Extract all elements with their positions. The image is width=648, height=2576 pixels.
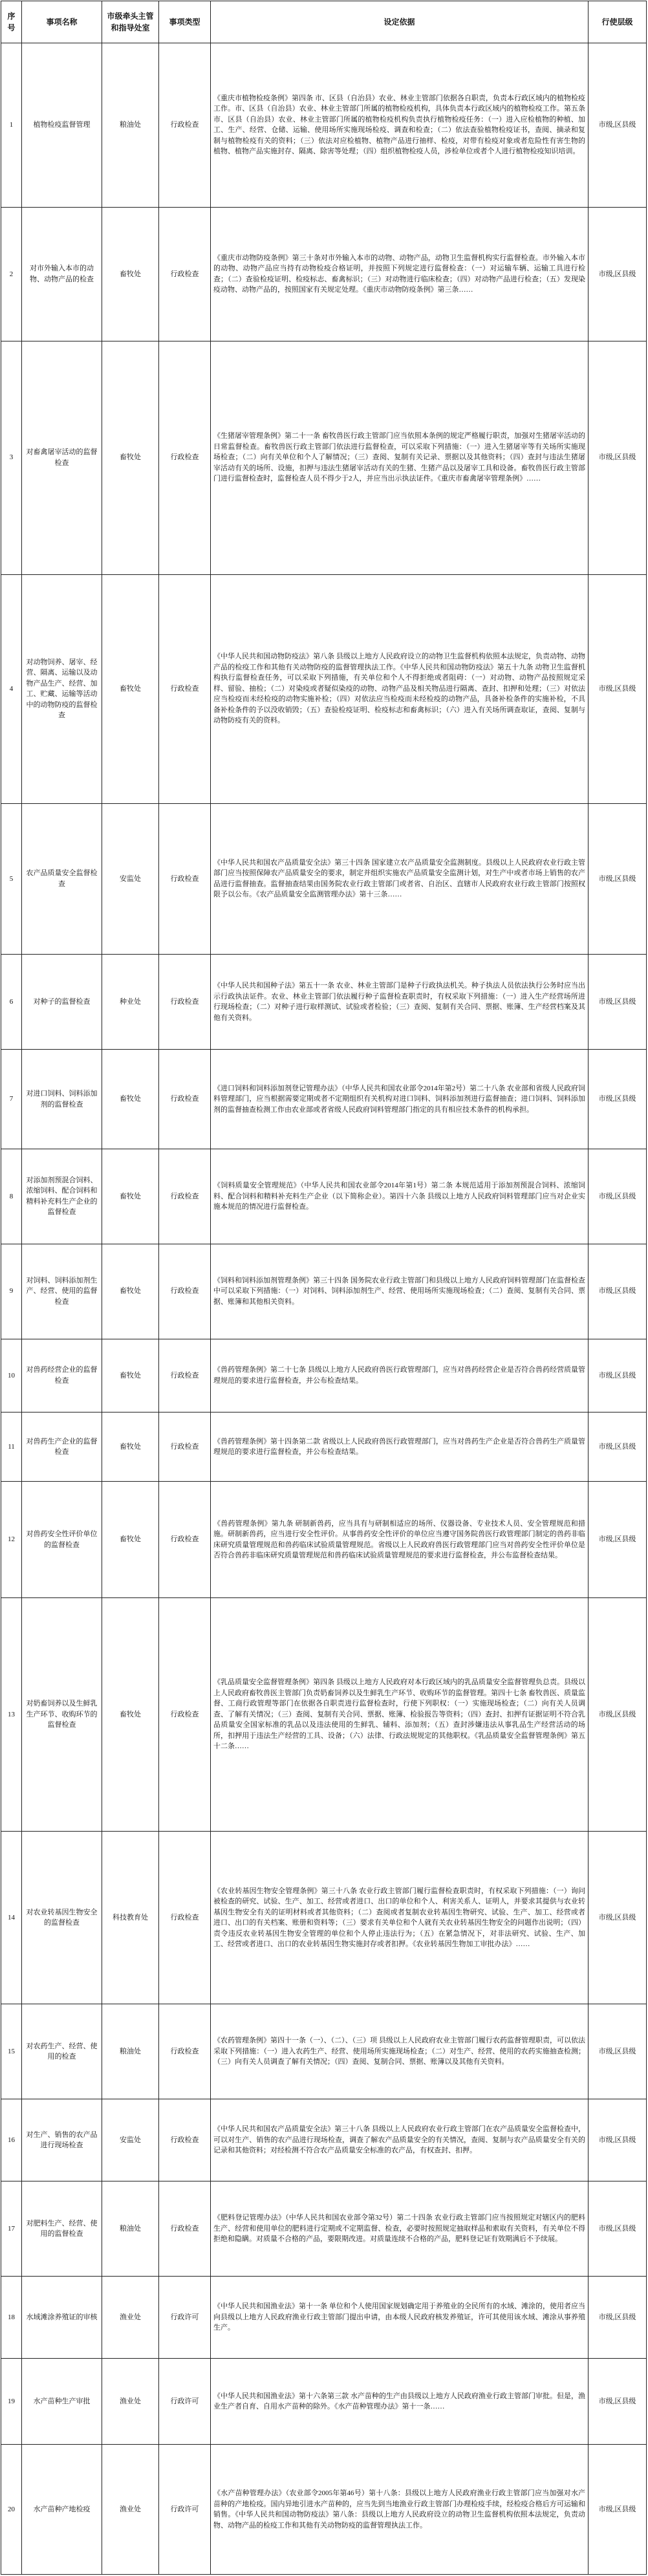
lead-department: 畜牧处 bbox=[102, 1482, 159, 1598]
item-name: 水产苗种生产审批 bbox=[22, 2358, 102, 2445]
legal-basis: 《重庆市动物防疫条例》第三十条对市外输入本市的动物、动物产品，动物卫生监督机构实行监督检查。市外输入本市的动物、动物产品应当持有动物检疫合格证明，并按照下列规定进行监督检查：（一）对运输车辆、运输工具进行检查；（二）查验检疫证明、检疫标志、畜禽标识；（三）对动物进行临床检查；（四）对动物产品进行检查；（五）发现染疫动物、动物产品的，按照国家有关规定处理。《重庆市动物防疫条例》第三条…… bbox=[211, 207, 589, 341]
exercise-level: 市级,区县级 bbox=[589, 1244, 647, 1339]
header-dept: 市级牵头主管和指导处室 bbox=[102, 1, 159, 43]
item-type: 行政检查 bbox=[159, 1244, 211, 1339]
table-row bbox=[1, 2277, 647, 2359]
table-row bbox=[1, 2004, 647, 2099]
row-number: 10 bbox=[1, 1339, 22, 1412]
table-row bbox=[1, 574, 647, 803]
lead-department: 畜牧处 bbox=[102, 1244, 159, 1339]
item-name: 对农业转基因生物安全的监督检查 bbox=[22, 1832, 102, 2004]
legal-basis: 《中华人民共和国种子法》第五十一条 农业、林业主管部门是种子行政执法机关。种子执法人员依法执行公务时应当出示行政执法证件。农业、林业主管部门依法履行种子监督检查职责时，有权采取下列措施：（一）进入生产经营场所进行现场检查；（二）对种子进行取样测试、试验或者检验；（三）查阅、复制有关合同、票据、账簿、生产经营档案及其他有关资料。 bbox=[211, 955, 589, 1050]
lead-department: 畜牧处 bbox=[102, 207, 159, 341]
exercise-level: 市级,区县级 bbox=[589, 43, 647, 208]
exercise-level: 市级,区县级 bbox=[589, 574, 647, 803]
legal-basis: 《水产苗种管理办法》（农业部令2005年第46号）第十八条：县级以上地方人民政府渔业行政主管部门应当加强对水产苗种的产地检疫。国内异地引进水产苗种的，应当先到当地渔业行政主管部门办理检疫手续，经检疫合格后方可运输和销售。《中华人民共和国动物防疫法》第八条：县级以上地方人民政府设立的动物卫生监督机构依照本法规定，负责动物、动物产品的检疫工作和其他有关动物防疫的监督管理执法工作。 bbox=[211, 2445, 589, 2575]
row-number: 3 bbox=[1, 341, 22, 574]
row-number: 6 bbox=[1, 955, 22, 1050]
row-number: 2 bbox=[1, 207, 22, 341]
exercise-level: 市级,区县级 bbox=[589, 1482, 647, 1598]
table-row bbox=[1, 1149, 647, 1244]
table-row bbox=[1, 2358, 647, 2445]
table-row bbox=[1, 2181, 647, 2277]
row-number: 8 bbox=[1, 1149, 22, 1244]
legal-basis: 《中华人民共和国渔业法》第十六条第三款 水产苗种的生产由县级以上地方人民政府渔业行政主管部门审批。但是，渔业生产者自育、自用水产苗种的除外。《水产苗种管理办法》第十一条…… bbox=[211, 2358, 589, 2445]
item-type: 行政许可 bbox=[159, 2445, 211, 2575]
item-type: 行政检查 bbox=[159, 803, 211, 955]
table-row bbox=[1, 1598, 647, 1832]
item-name: 对奶畜饲养以及生鲜乳生产环节、收购环节的监督检查 bbox=[22, 1598, 102, 1832]
row-number: 4 bbox=[1, 574, 22, 803]
lead-department: 渔业处 bbox=[102, 2358, 159, 2445]
exercise-level: 市级,区县级 bbox=[589, 207, 647, 341]
exercise-level: 市级,区县级 bbox=[589, 1598, 647, 1832]
item-name: 水产苗种产地检疫 bbox=[22, 2445, 102, 2575]
legal-basis: 《肥料登记管理办法》（中华人民共和国农业部令第32号）第二十四条 农业行政主管部门应当按照规定对辖区内的肥料生产、经营和使用单位的肥料进行定期或不定期监督、检查，必要时按照规定抽取样品和索取有关资料，有关单位不得拒绝和隐瞒。对质量不合格的产品，要限期改进。对质量连续不合格的产品，肥料登记证有效期满后不予续展。 bbox=[211, 2181, 589, 2277]
lead-department: 粮油处 bbox=[102, 43, 159, 208]
item-type: 行政检查 bbox=[159, 1050, 211, 1149]
table-row bbox=[1, 1339, 647, 1412]
item-name: 对动物饲养、屠宰、经营、隔离、运输以及动物产品生产、经营、加工、贮藏、运输等活动中的动物防疫的监督检查 bbox=[22, 574, 102, 803]
row-number: 16 bbox=[1, 2099, 22, 2181]
item-name: 对饲料、饲料添加剂生产、经营、使用的监督检查 bbox=[22, 1244, 102, 1339]
lead-department: 安监处 bbox=[102, 2099, 159, 2181]
row-number: 1 bbox=[1, 43, 22, 208]
lead-department: 科技教育处 bbox=[102, 1832, 159, 2004]
exercise-level: 市级,区县级 bbox=[589, 1412, 647, 1482]
row-number: 15 bbox=[1, 2004, 22, 2099]
exercise-level: 市级,区县级 bbox=[589, 1149, 647, 1244]
item-name: 对兽药经营企业的监督检查 bbox=[22, 1339, 102, 1412]
legal-basis: 《中华人民共和国渔业法》第十一条 单位和个人使用国家规划确定用于养殖业的全民所有的水域、滩涂的，使用者应当向县级以上地方人民政府渔业行政主管部门提出申请，由本级人民政府核发养殖证，许可其使用该水域、滩涂从事养殖生产。 bbox=[211, 2277, 589, 2359]
item-name: 对种子的监督检查 bbox=[22, 955, 102, 1050]
item-name: 水域滩涂养殖证的审核 bbox=[22, 2277, 102, 2359]
table-row bbox=[1, 1482, 647, 1598]
exercise-level: 市级,区县级 bbox=[589, 2277, 647, 2359]
item-type: 行政检查 bbox=[159, 1482, 211, 1598]
exercise-level: 市级,区县级 bbox=[589, 2099, 647, 2181]
lead-department: 畜牧处 bbox=[102, 1149, 159, 1244]
item-type: 行政检查 bbox=[159, 574, 211, 803]
item-type: 行政检查 bbox=[159, 43, 211, 208]
row-number: 11 bbox=[1, 1412, 22, 1482]
table-row bbox=[1, 803, 647, 955]
lead-department: 种业处 bbox=[102, 955, 159, 1050]
item-type: 行政检查 bbox=[159, 2099, 211, 2181]
row-number: 19 bbox=[1, 2358, 22, 2445]
legal-basis: 《农药管理条例》第四十一条（一）、（二）、（三）项 县级以上人民政府农业主管部门履行农药监督管理职责，可以依法采取下列措施：（一）进入农药生产、经营、使用场所实施现场检查；（二）对生产、经营、使用的农药实施抽查检测；（三）向有关人员调查了解有关情况；（四）查阅、复制合同、票据、账簿以及其他有关资料。 bbox=[211, 2004, 589, 2099]
item-type: 行政检查 bbox=[159, 207, 211, 341]
lead-department: 畜牧处 bbox=[102, 1412, 159, 1482]
item-name: 对进口饲料、饲料添加剂的监督检查 bbox=[22, 1050, 102, 1149]
legal-basis: 《中华人民共和国动物防疫法》第八条 县级以上地方人民政府设立的动物卫生监督机构依照本法规定，负责动物、动物产品的检疫工作和其他有关动物防疫的监督管理执法工作。《中华人民共和国动物防疫法》第五十九条 动物卫生监督机构执行监督检查任务，可以采取下列措施，有关单位和个人不得拒绝或者阻碍：（一）对动物、动物产品按照规定采样、留验、抽检；（二）对染疫或者疑似染疫的动物、动物产品及相关物品进行隔离、查封、扣押和处理；（三）对依法应当检疫而未经检疫的动物实施补检；（四）对依法应当检疫而未经检疫的动物产品，具备补检条件的实施补检，不具备补检条件的予以没收销毁；（五）查验检疫证明、检疫标志和畜禽标识；（六）进入有关场所调查取证，查阅、复制与动物防疫有关的资料。 bbox=[211, 574, 589, 803]
legal-basis: 《农业转基因生物安全管理条例》第三十八条 农业行政主管部门履行监督检查职责时，有权采取下列措施：（一）询问被检查的研究、试验、生产、加工、经营或者进口、出口的单位和个人、利害关系人、证明人，并要求其提供与农业转基因生物安全有关的证明材料或者其他资料；（二）查阅或者复制农业转基因生物研究、试验、生产、加工、经营或者进口、出口的有关档案、账册和资料等；（三）要求有关单位和个人就有关农业转基因生物安全的问题作出说明；（四）责令违反农业转基因生物安全管理的单位和个人停止违法行为；（五）在紧急情况下，对非法研究、试验、生产、加工、经营或者进口、出口的农业转基因生物实施封存或者扣押。《农业转基因生物加工审批办法》…… bbox=[211, 1832, 589, 2004]
lead-department: 安监处 bbox=[102, 803, 159, 955]
table-row bbox=[1, 2445, 647, 2575]
lead-department: 畜牧处 bbox=[102, 1598, 159, 1832]
power-list-table bbox=[1, 1, 647, 2575]
item-type: 行政检查 bbox=[159, 2004, 211, 2099]
row-number: 13 bbox=[1, 1598, 22, 1832]
item-type: 行政检查 bbox=[159, 1598, 211, 1832]
legal-basis: 《进口饲料和饲料添加剂登记管理办法》（中华人民共和国农业部令2014年第2号）第二十八条 农业部和省级人民政府饲料管理部门，应当根据需要定期或者不定期组织有关机构对进口饲料、饲料添加剂进行监督抽查；进口饲料、饲料添加剂的监督抽查检测工作由农业部或者省级人民政府饲料管理部门指定的具有相应技术条件的机构承担。 bbox=[211, 1050, 589, 1149]
table-row bbox=[1, 1412, 647, 1482]
item-name: 对农药生产、经营、使用的检查 bbox=[22, 2004, 102, 2099]
lead-department: 畜牧处 bbox=[102, 1339, 159, 1412]
row-number: 18 bbox=[1, 2277, 22, 2359]
item-type: 行政许可 bbox=[159, 2358, 211, 2445]
item-type: 行政检查 bbox=[159, 2181, 211, 2277]
item-name: 对市外输入本市的动物、动物产品的检查 bbox=[22, 207, 102, 341]
row-number: 5 bbox=[1, 803, 22, 955]
lead-department: 畜牧处 bbox=[102, 574, 159, 803]
lead-department: 渔业处 bbox=[102, 2277, 159, 2359]
lead-department: 畜牧处 bbox=[102, 341, 159, 574]
table-row bbox=[1, 955, 647, 1050]
exercise-level: 市级,区县级 bbox=[589, 2358, 647, 2445]
item-name: 对兽药生产企业的监督检查 bbox=[22, 1412, 102, 1482]
exercise-level: 市级,区县级 bbox=[589, 803, 647, 955]
header-row bbox=[1, 1, 647, 43]
legal-basis: 《中华人民共和国农产品质量安全法》第三十八条 县级以上人民政府农业行政主管部门在农产品质量安全监督检查中，可以对生产、销售的农产品进行现场检查，调查了解农产品质量安全的有关情况，查阅、复制与农产品质量安全有关的记录和其他资料；对经检测不符合农产品质量安全标准的农产品，有权查封、扣押。 bbox=[211, 2099, 589, 2181]
item-name: 对肥料生产、经营、使用的监督检查 bbox=[22, 2181, 102, 2277]
legal-basis: 《重庆市植物检疫条例》第四条 市、区县（自治县）农业、林业主管部门依据各自职责，负责本行政区域内的植物检疫工作。市、区县（自治县）农业、林业主管部门所属的植物检疫机构，具体负责本行政区域内的植物检疫工作。第五条 市、区县（自治县）农业、林业主管部门所属的植物检疫机构负责执行植物检疫任务：（一）进入应检植物的种植、加工、生产、经营、仓储、运输、使用场所实施现场检疫、调查和检查；（二）依法查验植物检疫证书，查阅、摘录和复制与植物检疫有关的资料；（三）依法对应检植物、植物产品进行抽样、检疫，对带有检疫对象或者危险性有害生物的植物、植物产品实施封存、隔离、除害等处理；（四）组织植物检疫人员，涉检单位或者个人进行植物检疫知识培训。 bbox=[211, 43, 589, 208]
exercise-level: 市级,区县级 bbox=[589, 2181, 647, 2277]
table-row bbox=[1, 1050, 647, 1149]
table-row bbox=[1, 2099, 647, 2181]
lead-department: 粮油处 bbox=[102, 2181, 159, 2277]
item-type: 行政检查 bbox=[159, 1412, 211, 1482]
item-name: 农产品质量安全监督检查 bbox=[22, 803, 102, 955]
item-type: 行政检查 bbox=[159, 1149, 211, 1244]
exercise-level: 市级,区县级 bbox=[589, 341, 647, 574]
legal-basis: 《饲料质量安全管理规范》（中华人民共和国农业部令2014年第1号）第二条 本规范适用于添加剂预混合饲料、浓缩饲料、配合饲料和精料补充料生产企业（以下简称企业）。第四十六条 县级以上地方人民政府饲料管理部门应当对企业实施本规范的情况进行监督检查。 bbox=[211, 1149, 589, 1244]
item-type: 行政检查 bbox=[159, 955, 211, 1050]
header-basis: 设定依据 bbox=[211, 1, 589, 43]
item-type: 行政检查 bbox=[159, 1339, 211, 1412]
item-name: 对添加剂预混合饲料、浓缩饲料、配合饲料和精料补充料生产企业的监督检查 bbox=[22, 1149, 102, 1244]
item-type: 行政检查 bbox=[159, 1832, 211, 2004]
row-number: 12 bbox=[1, 1482, 22, 1598]
lead-department: 粮油处 bbox=[102, 2004, 159, 2099]
item-name: 对生产、销售的农产品进行现场检查 bbox=[22, 2099, 102, 2181]
table-row bbox=[1, 1832, 647, 2004]
header-no: 序号 bbox=[1, 1, 22, 43]
table-body bbox=[1, 43, 647, 2575]
legal-basis: 《兽药管理条例》第二十七条 县级以上地方人民政府兽医行政管理部门，应当对兽药经营企业是否符合兽药经营质量管理规范的要求进行监督检查，并公布检查结果。 bbox=[211, 1339, 589, 1412]
table-row bbox=[1, 207, 647, 341]
row-number: 7 bbox=[1, 1050, 22, 1149]
legal-basis: 《饲料和饲料添加剂管理条例》第三十四条 国务院农业行政主管部门和县级以上地方人民政府饲料管理部门在监督检查中可以采取下列措施：（一）对饲料、饲料添加剂生产、经营、使用场所实施现场检查；（二）查阅、复制有关合同、票据、账簿和其他相关资料。 bbox=[211, 1244, 589, 1339]
row-number: 9 bbox=[1, 1244, 22, 1339]
header-level: 行使层级 bbox=[589, 1, 647, 43]
exercise-level: 市级,区县级 bbox=[589, 2445, 647, 2575]
item-name: 对畜禽屠宰活动的监督检查 bbox=[22, 341, 102, 574]
lead-department: 渔业处 bbox=[102, 2445, 159, 2575]
exercise-level: 市级,区县级 bbox=[589, 1339, 647, 1412]
table-row bbox=[1, 341, 647, 574]
row-number: 14 bbox=[1, 1832, 22, 2004]
legal-basis: 《兽药管理条例》第十四条第二款 省级以上人民政府兽医行政管理部门，应当对兽药生产企业是否符合兽药生产质量管理规范的要求进行监督检查，并公布检查结果。 bbox=[211, 1412, 589, 1482]
legal-basis: 《兽药管理条例》第九条 研制新兽药，应当具有与研制相适应的场所、仪器设备、专业技术人员、安全管理规范和措施。研制新兽药，应当进行安全性评价。从事兽药安全性评价的单位应当遵守国务院兽医行政管理部门制定的兽药非临床研究质量管理规范和兽药临床试验质量管理规范。省级以上人民政府兽医行政管理部门应当对兽药安全性评价单位是否符合兽药非临床研究质量管理规范和兽药临床试验质量管理规范的要求进行监督检查，并公布监督检查结果。 bbox=[211, 1482, 589, 1598]
exercise-level: 市级,区县级 bbox=[589, 1050, 647, 1149]
header-type: 事项类型 bbox=[159, 1, 211, 43]
item-name: 植物检疫监督管理 bbox=[22, 43, 102, 208]
item-type: 行政许可 bbox=[159, 2277, 211, 2359]
lead-department: 畜牧处 bbox=[102, 1050, 159, 1149]
legal-basis: 《乳品质量安全监督管理条例》第四条 县级以上地方人民政府对本行政区域内的乳品质量安全监督管理负总责。县级以上人民政府畜牧兽医主管部门负责奶畜饲养以及生鲜乳生产环节、收购环节的监督管理。第四十七条 畜牧兽医、质量监督、工商行政管理等部门在依据各自职责进行监督检查时，行使下列职权：（一）实施现场检查；（二）向有关人员调查、了解有关情况；（三）查阅、复制有关合同、票据、账簿、检验报告等资料；（四）查封、扣押有证据证明不符合乳品质量安全国家标准的乳品以及违法使用的生鲜乳、辅料、添加剂；（五）查封涉嫌违法从事乳品生产经营活动的场所，扣押用于违法生产经营的工具、设备；（六）法律、行政法规规定的其他职权。《乳品质量安全监督管理条例》第五十二条…… bbox=[211, 1598, 589, 1832]
exercise-level: 市级,区县级 bbox=[589, 955, 647, 1050]
item-type: 行政检查 bbox=[159, 341, 211, 574]
legal-basis: 《中华人民共和国农产品质量安全法》第三十四条 国家建立农产品质量安全监测制度。县级以上人民政府农业行政主管部门应当按照保障农产品质量安全的要求，制定并组织实施农产品质量安全监测计划，对生产中或者市场上销售的农产品进行监督抽查。监督抽查结果由国务院农业行政主管部门或者省、自治区、直辖市人民政府农业行政主管部门按照权限予以公布。《农产品质量安全监测管理办法》第十三条…… bbox=[211, 803, 589, 955]
table-row bbox=[1, 43, 647, 208]
table-row bbox=[1, 1244, 647, 1339]
legal-basis: 《生猪屠宰管理条例》第二十一条 畜牧兽医行政主管部门应当依照本条例的规定严格履行职责，加强对生猪屠宰活动的日常监督检查。畜牧兽医行政主管部门依法进行监督检查，可以采取下列措施：（一）进入生猪屠宰等有关场所实施现场检查；（二）向有关单位和个人了解情况；（三）查阅、复制有关记录、票据以及其他资料；（四）查封与违法生猪屠宰活动有关的场所、设施，扣押与违法生猪屠宰活动有关的生猪、生猪产品以及屠宰工具和设备。畜牧兽医行政主管部门进行监督检查时，监督检查人员不得少于2人，并应当出示执法证件。《重庆市畜禽屠宰管理条例》…… bbox=[211, 341, 589, 574]
exercise-level: 市级,区县级 bbox=[589, 1832, 647, 2004]
item-name: 对兽药安全性评价单位的监督检查 bbox=[22, 1482, 102, 1598]
row-number: 20 bbox=[1, 2445, 22, 2575]
exercise-level: 市级,区县级 bbox=[589, 2004, 647, 2099]
header-name: 事项名称 bbox=[22, 1, 102, 43]
row-number: 17 bbox=[1, 2181, 22, 2277]
